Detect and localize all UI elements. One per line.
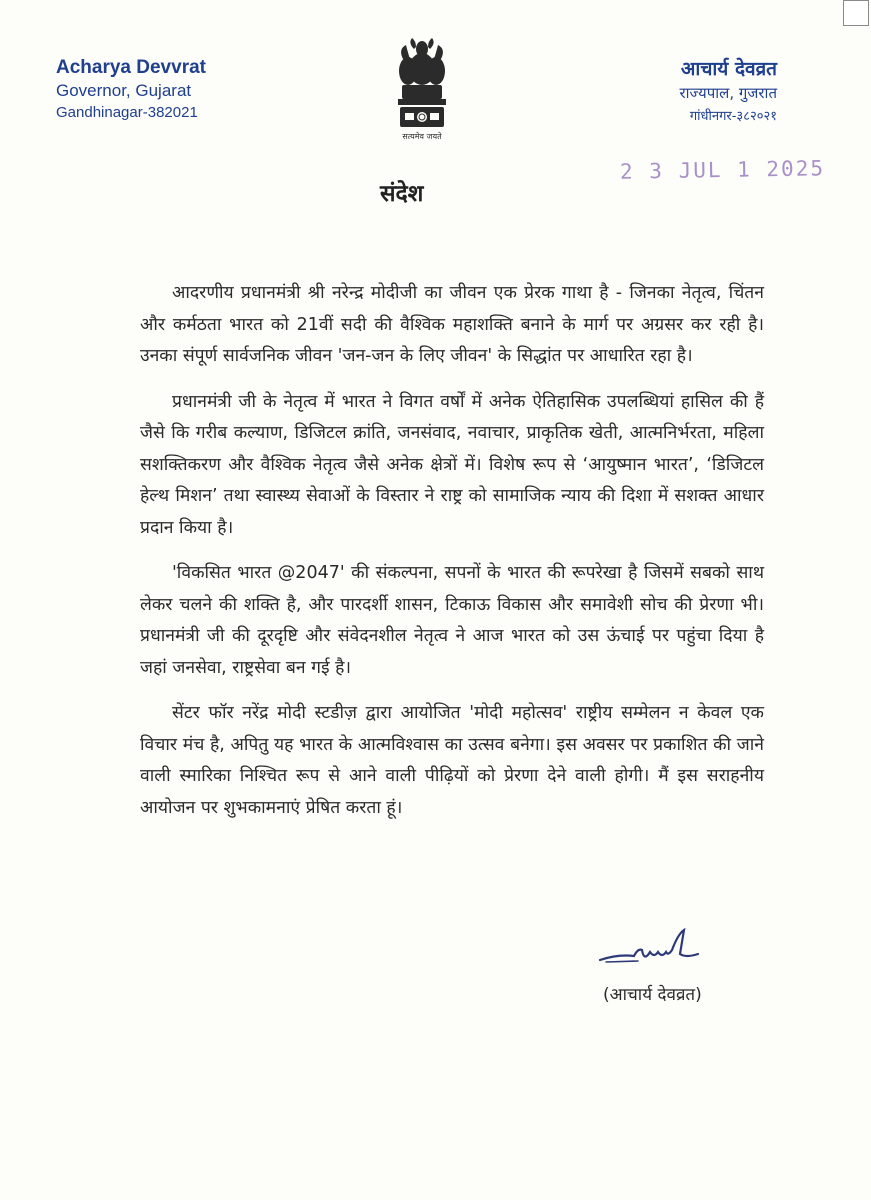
paragraph-3: 'विकसित भारत @2047' की संकल्पना, सपनों के भारत की रूपरेखा है जिसमें सबको साथ लेकर चलने की शक्ति है, और पारदर्शी शासन, टिकाऊ विकास और समावेशी सोच की प्रेरणा भी। प्रधानमंत्री जी की दूरदृष्टि और संवेदनशील नेतृत्व ने आज भारत को उस ऊंचाई पर पहुंचा दिया है जहां जनसेवा, राष्ट्रसेवा बन गई है।	[140, 563, 765, 678]
sender-address-english: Gandhinagar-382021	[56, 104, 198, 121]
paragraph-1: आदरणीय प्रधानमंत्री श्री नरेन्द्र मोदीजी का जीवन एक प्रेरक गाथा है - जिनका नेतृत्व, चिंतन और कर्मठता भारत को 21वीं सदी की वैश्विक महाशक्ति बनाने के मार्ग पर अग्रसर कर रही है। उनका संपूर्ण सार्वजनिक जीवन 'जन-जन के लिए जीवन' के सिद्धांत पर आधारित रहा है।	[140, 283, 764, 366]
sender-title-english: Governor, Gujarat	[56, 81, 192, 100]
emblem-motto: सत्यमेव जयते	[402, 132, 442, 141]
paragraph-2: प्रधानमंत्री जी के नेतृत्व में भारत ने विगत वर्षों में अनेक ऐतिहासिक उपलब्धियां हासिल की हैं जैसे कि गरीब कल्याण, डिजिटल क्रांति, जनसंवाद, नवाचार, प्राकृतिक खेती, आत्मनिर्भरता, महिला सशक्तिकरण और वैश्विक नेतृत्व जैसे अनेक क्षेत्रों में। विशेष रूप से ‘आयुष्मान भारत’, ‘डिजिटल हेल्थ मिशन’ तथा स्वास्थ्य सेवाओं के विस्तार ने राष्ट्र को सामाजिक न्याय की दिशा में सशक्त आधार प्रदान किया है।	[140, 391, 764, 538]
letterhead-english	[56, 57, 206, 124]
letter-body	[140, 278, 764, 838]
sender-name-english: Acharya Devvrat	[56, 57, 206, 78]
sender-name-hindi: आचार्य देवव्रत	[680, 58, 777, 80]
corner-checkbox	[843, 0, 869, 26]
handwritten-signature-icon	[598, 928, 718, 978]
letterhead-hindi	[679, 57, 777, 128]
sender-title-hindi: राज्यपाल, गुजरात	[679, 84, 777, 102]
date-stamp: 2 3 JUL 1 2025	[619, 156, 826, 184]
signatory-name: (आचार्य देवव्रत)	[603, 985, 702, 1005]
letter-heading: संदेश	[380, 181, 424, 207]
paragraph-4: सेंटर फॉर नरेंद्र मोदी स्टडीज़ द्वारा आयोजित 'मोदी महोत्सव' राष्ट्रीय सम्मेलन न केवल एक विचार मंच है, अपितु यह भारत के आत्मविश्वास का उत्सव बनेगा। इस अवसर पर प्रकाशित की जाने वाली स्मारिका निश्चित रूप से आने वाली पीढ़ियों को प्रेरणा देने वाली होगी। मैं इस सराहनीय आयोजन पर शुभकामनाएं प्रेषित करता हूं।	[140, 703, 764, 818]
sender-address-hindi: गांधीनगर-३८२०२१	[689, 109, 777, 124]
